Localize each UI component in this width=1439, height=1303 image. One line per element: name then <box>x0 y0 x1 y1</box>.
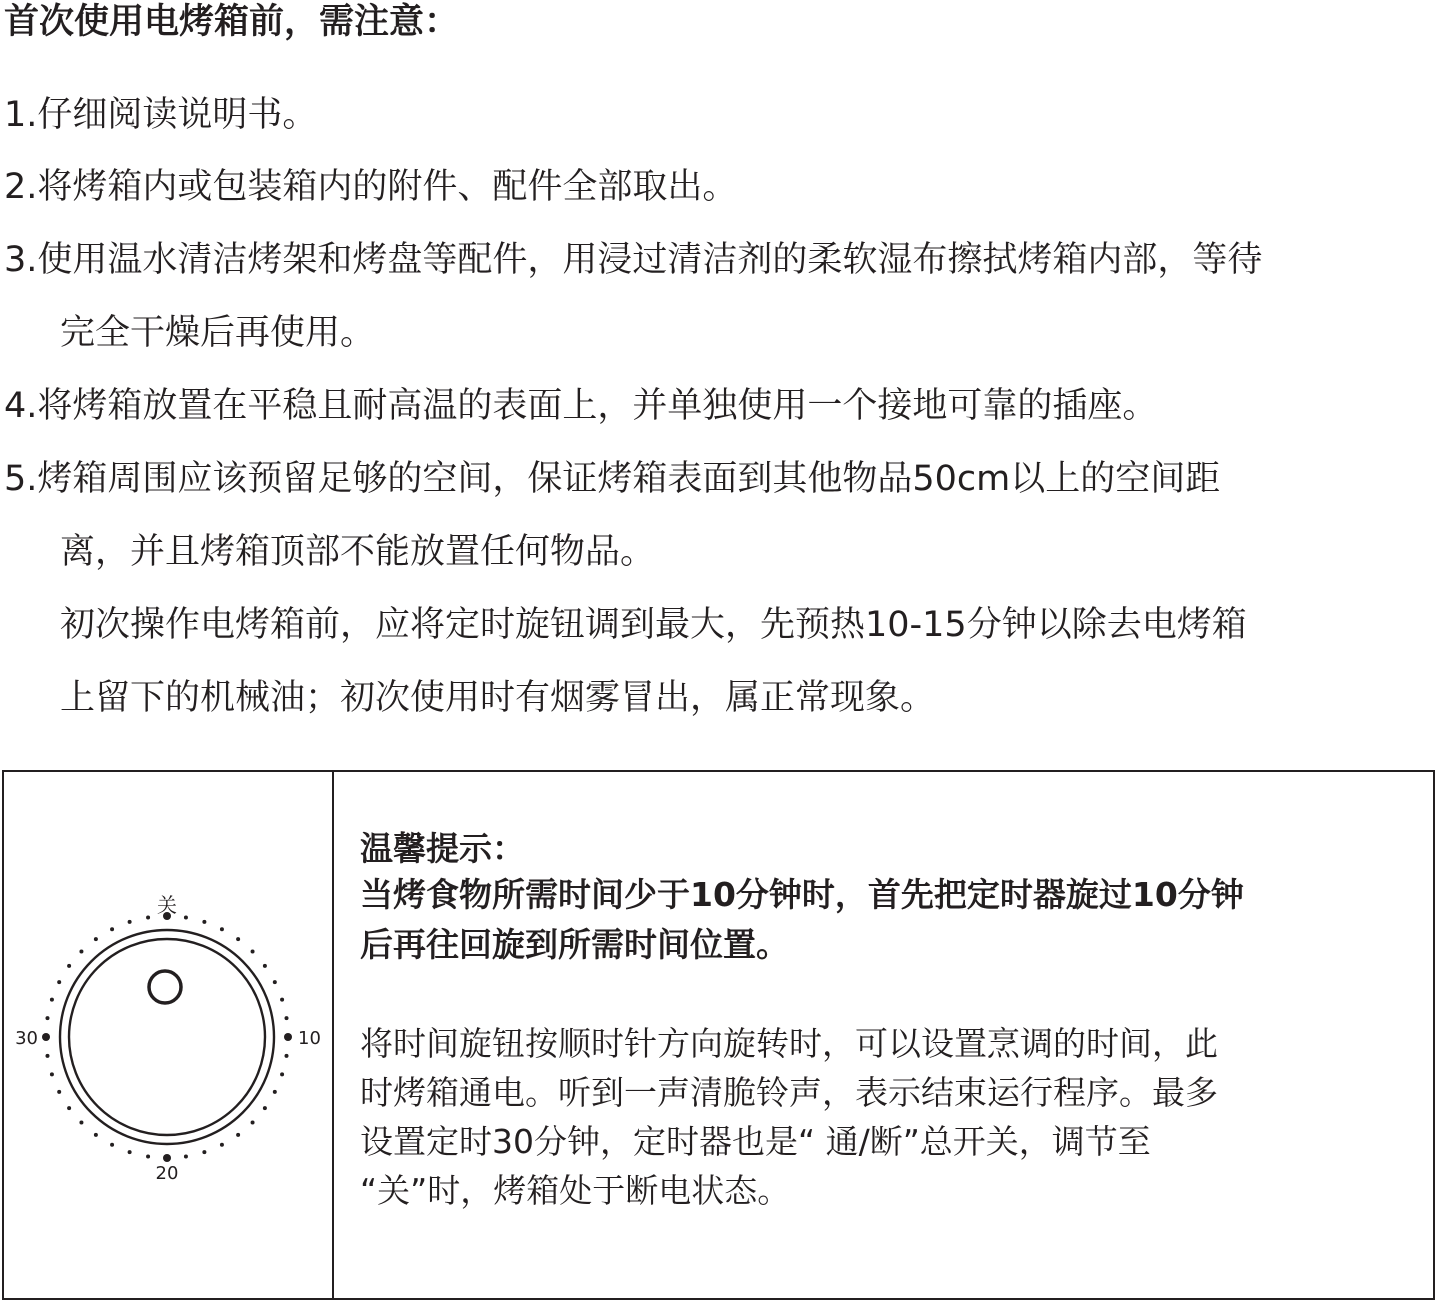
dial-minor-dot <box>202 920 206 924</box>
dial-minor-dot <box>184 1155 188 1159</box>
notice-item-4: 4.将烤箱放置在平稳且耐高温的表面上，并单独使用一个接地可靠的插座。 <box>4 386 1158 426</box>
notice-item-3: 3.使用温水清洁烤架和烤盘等配件，用浸过清洁剂的柔软湿布擦拭烤箱内部，等待 <box>4 240 1263 280</box>
dial-minor-dot <box>263 964 267 968</box>
dial-major-dot <box>42 1033 50 1041</box>
dial-minor-dot <box>251 1121 255 1125</box>
tip-box-divider <box>332 772 334 1298</box>
dial-minor-dot <box>280 998 284 1002</box>
timer-dial-illustration <box>4 872 332 1202</box>
dial-minor-dot <box>128 920 132 924</box>
dial-major-dot <box>163 1154 171 1162</box>
notice-first-operation-line-1: 初次操作电烤箱前，应将定时旋钮调到最大，先预热10-15分钟以除去电烤箱 <box>60 605 1247 645</box>
dial-minor-dot <box>128 1150 132 1154</box>
dial-minor-dot <box>273 980 277 984</box>
dial-minor-dot <box>263 1106 267 1110</box>
dial-minor-dot <box>67 1106 71 1110</box>
dial-minor-dot <box>94 937 98 941</box>
dial-minor-dot <box>50 1072 54 1076</box>
dial-tick-dots <box>42 912 292 1162</box>
notice-item-2: 2.将烤箱内或包装箱内的附件、配件全部取出。 <box>4 167 738 207</box>
tip-body-line-2: 时烤箱通电。听到一声清脆铃声，表示结束运行程序。最多 <box>360 1073 1218 1112</box>
dial-minor-dot <box>236 937 240 941</box>
dial-minor-dot <box>110 1143 114 1147</box>
tip-warning-line-2: 后再往回旋到所需时间位置。 <box>360 925 789 964</box>
tip-title: 温馨提示： <box>360 829 525 868</box>
notice-first-operation-line-2: 上留下的机械油；初次使用时有烟雾冒出，属正常现象。 <box>60 678 936 718</box>
dial-minor-dot <box>57 980 61 984</box>
dial-minor-dot <box>45 1054 49 1058</box>
notice-heading: 首次使用电烤箱前，需注意： <box>4 2 460 42</box>
dial-minor-dot <box>146 1155 150 1159</box>
dial-outer-ring <box>60 930 274 1144</box>
dial-minor-dot <box>251 949 255 953</box>
dial-minor-dot <box>79 949 83 953</box>
dial-minor-dot <box>280 1072 284 1076</box>
notice-item-3-continued: 完全干燥后再使用。 <box>60 313 376 353</box>
tip-warning-line-1: 当烤食物所需时间少于10分钟时，首先把定时器旋过10分钟 <box>360 875 1244 914</box>
dial-minor-dot <box>79 1121 83 1125</box>
dial-label-ten: 10 <box>298 1028 321 1049</box>
dial-minor-dot <box>146 915 150 919</box>
dial-minor-dot <box>45 1016 49 1020</box>
dial-minor-dot <box>57 1090 61 1094</box>
tip-body-line-1: 将时间旋钮按顺时针方向旋转时，可以设置烹调的时间，此 <box>360 1024 1218 1063</box>
dial-minor-dot <box>94 1133 98 1137</box>
notice-item-5-continued: 离，并且烤箱顶部不能放置任何物品。 <box>60 532 656 572</box>
dial-minor-dot <box>110 927 114 931</box>
dial-major-dot <box>284 1033 292 1041</box>
dial-label-twenty: 20 <box>155 1163 179 1184</box>
dial-label-thirty: 30 <box>15 1028 38 1049</box>
dial-minor-dot <box>220 1143 224 1147</box>
tip-body-line-4: “关”时，烤箱处于断电状态。 <box>360 1171 791 1210</box>
tip-body-line-3: 设置定时30分钟，定时器也是“ 通/断”总开关，调节至 <box>360 1122 1151 1161</box>
notice-item-1: 1.仔细阅读说明书。 <box>4 95 318 135</box>
dial-minor-dot <box>202 1150 206 1154</box>
warm-tip-box <box>2 770 1435 1300</box>
dial-minor-dot <box>236 1133 240 1137</box>
dial-pointer-mark <box>149 971 181 1003</box>
dial-knob-face <box>69 939 265 1135</box>
dial-minor-dot <box>184 915 188 919</box>
dial-minor-dot <box>285 1054 289 1058</box>
dial-label-off: 关 <box>157 893 177 917</box>
dial-minor-dot <box>67 964 71 968</box>
dial-minor-dot <box>273 1090 277 1094</box>
dial-minor-dot <box>285 1016 289 1020</box>
dial-minor-dot <box>50 998 54 1002</box>
notice-item-5: 5.烤箱周围应该预留足够的空间，保证烤箱表面到其他物品50cm以上的空间距 <box>4 459 1221 499</box>
dial-minor-dot <box>220 927 224 931</box>
